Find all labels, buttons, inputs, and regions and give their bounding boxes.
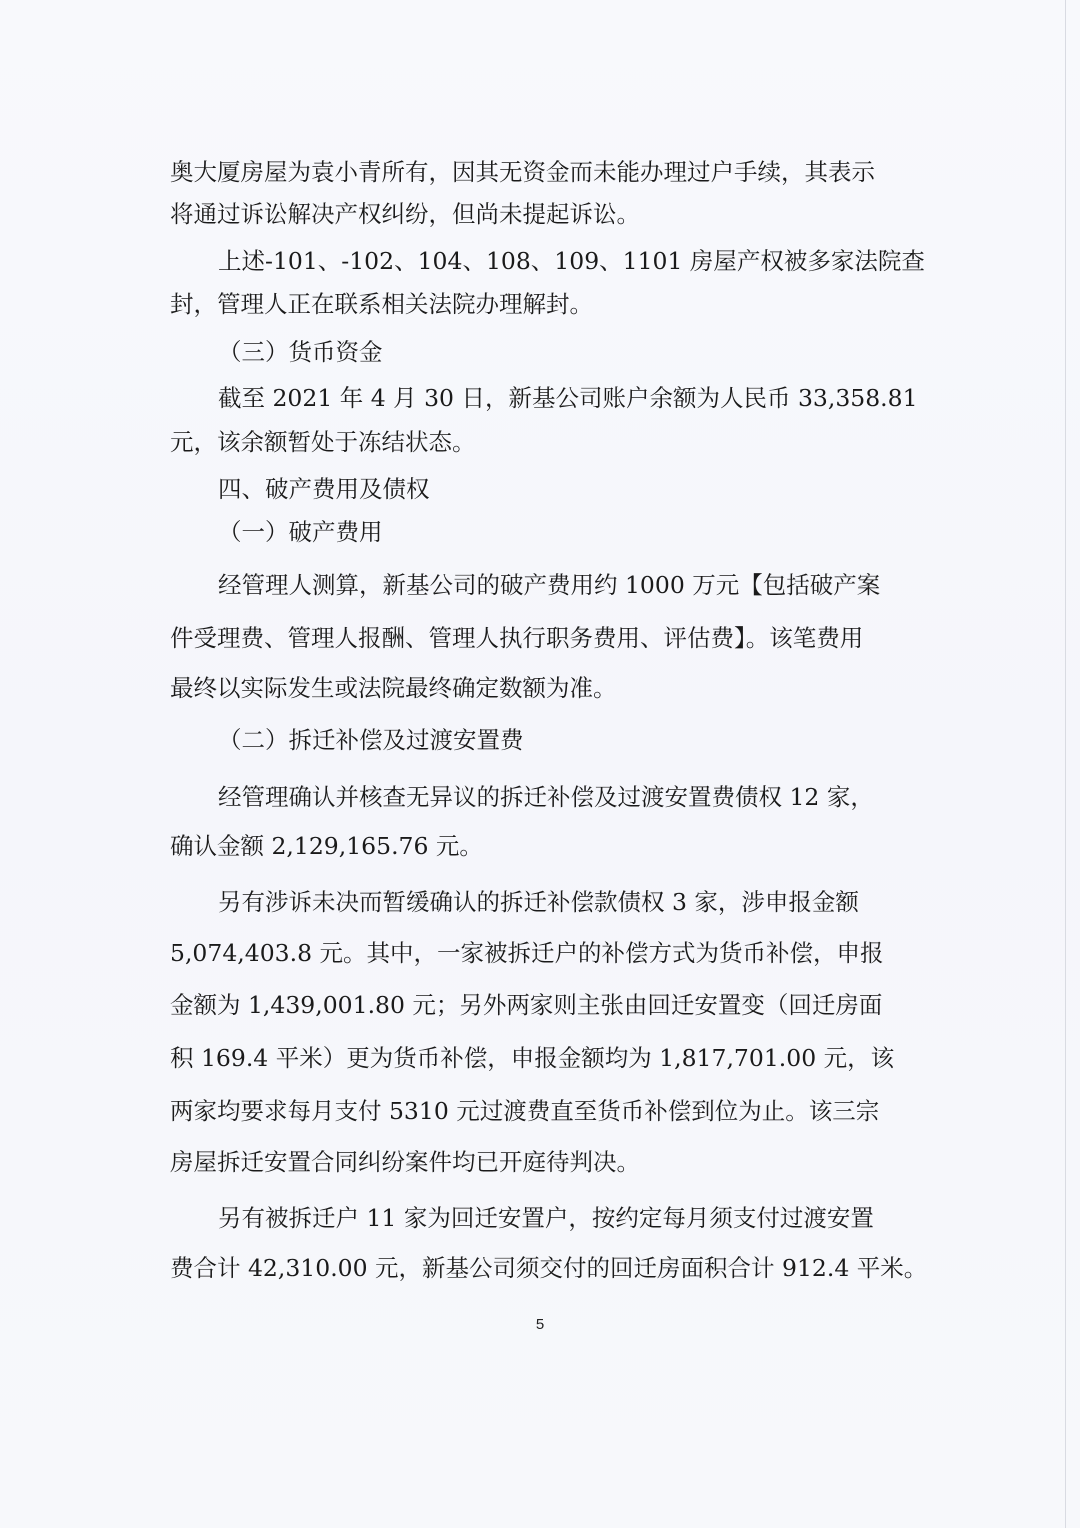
text-line: 上述-101、-102、104、108、109、1101 房屋产权被多家法院查 (218, 247, 925, 275)
page-edge (1065, 0, 1066, 1528)
text-line: 经管理人测算，新基公司的破产费用约 1000 万元【包括破产案 (218, 571, 881, 599)
section-heading: （二）拆迁补偿及过渡安置费 (218, 726, 524, 754)
page-number: 5 (535, 1316, 545, 1333)
text-line: 另有涉诉未决而暂缓确认的拆迁补偿款债权 3 家，涉申报金额 (218, 888, 859, 916)
text-line: 将通过诉讼解决产权纠纷，但尚未提起诉讼。 (170, 200, 640, 228)
section-heading: （一）破产费用 (218, 518, 383, 546)
text-line: 另有被拆迁户 11 家为回迁安置户，按约定每月须支付过渡安置 (218, 1204, 874, 1232)
text-line: 件受理费、管理人报酬、管理人执行职务费用、评估费】。该笔费用 (170, 624, 864, 652)
section-heading: 四、破产费用及债权 (218, 475, 430, 503)
text-line: 元，该余额暂处于冻结状态。 (170, 428, 476, 456)
text-line: 金额为 1,439,001.80 元；另外两家则主张由回迁安置变（回迁房面 (170, 991, 883, 1019)
text-line: 费合计 42,310.00 元，新基公司须交付的回迁房面积合计 912.4 平米。 (170, 1254, 928, 1282)
text-line: 封，管理人正在联系相关法院办理解封。 (170, 290, 593, 318)
text-line: 两家均要求每月支付 5310 元过渡费直至货币补偿到位为止。该三宗 (170, 1097, 880, 1125)
text-line: 截至 2021 年 4 月 30 日，新基公司账户余额为人民币 33,358.81 (218, 384, 918, 412)
text-line: 5,074,403.8 元。其中，一家被拆迁户的补偿方式为货币补偿，申报 (170, 939, 884, 967)
section-heading: （三）货币资金 (218, 338, 383, 366)
text-line: 确认金额 2,129,165.76 元。 (170, 832, 483, 860)
text-line: 最终以实际发生或法院最终确定数额为准。 (170, 674, 617, 702)
text-line: 积 169.4 平米）更为货币补偿，申报金额均为 1,817,701.00 元，该 (170, 1044, 895, 1072)
text-line: 房屋拆迁安置合同纠纷案件均已开庭待判决。 (170, 1148, 640, 1176)
text-line: 奥大厦房屋为袁小青所有，因其无资金而未能办理过户手续，其表示 (170, 158, 875, 186)
text-line: 经管理确认并核查无异议的拆迁补偿及过渡安置费债权 12 家， (218, 783, 874, 811)
